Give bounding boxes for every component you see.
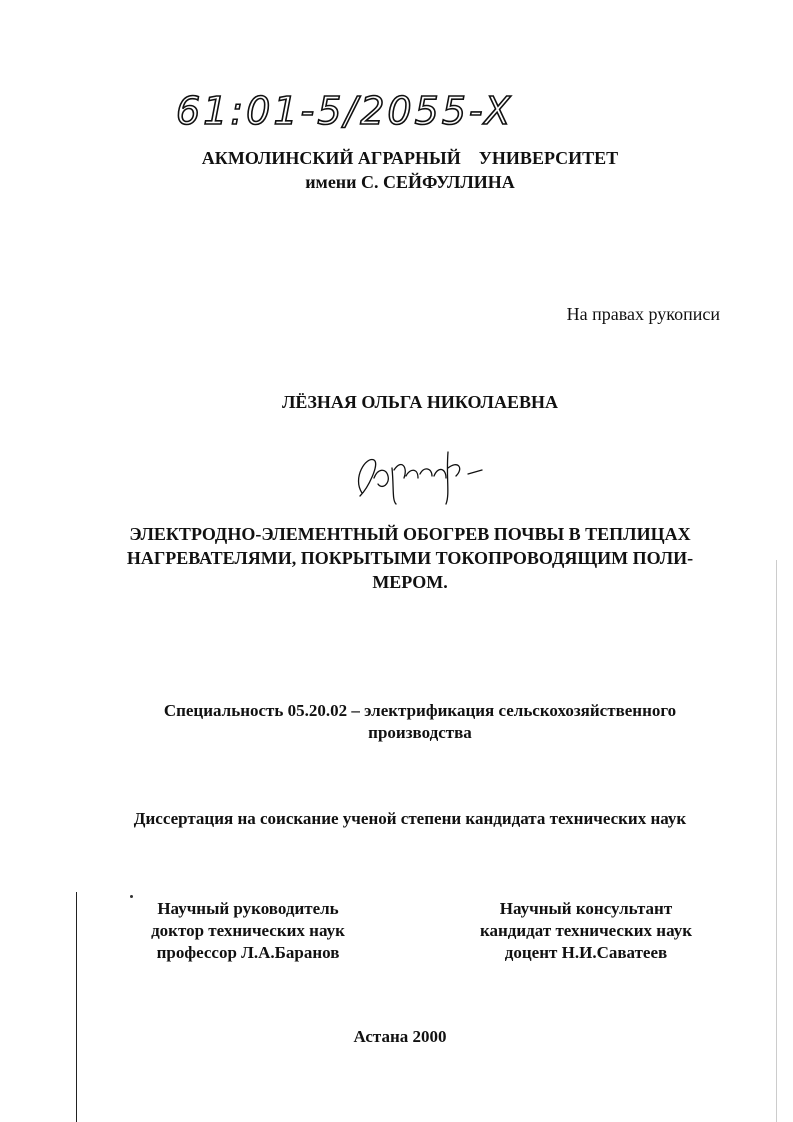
title-line-3: МЕРОМ. xyxy=(372,572,448,592)
supervisor-degree: доктор технических наук xyxy=(151,921,345,940)
consultant-block xyxy=(456,898,716,964)
specialty-line-1: Специальность 05.20.02 – электрификация сельскохозяйственного xyxy=(163,701,677,720)
scan-edge-line xyxy=(76,892,77,1122)
author-name: ЛЁЗНАЯ ОЛЬГА НИКОЛАЕВНА xyxy=(282,392,558,412)
scan-dot xyxy=(130,895,133,898)
university-subtitle: имени С. СЕЙФУЛЛИНА xyxy=(305,172,515,192)
consultant-name: доцент Н.И.Саватеев xyxy=(504,943,668,962)
scan-edge-right xyxy=(776,560,777,1122)
signature-icon xyxy=(348,438,508,508)
handwritten-archive-code xyxy=(170,82,550,142)
consultant-role: Научный консультант xyxy=(499,899,673,918)
handwriting-graphic xyxy=(170,82,550,142)
supervisor-name: профессор Л.А.Баранов xyxy=(156,943,340,962)
dissertation-note: Диссертация на соискание ученой степени кандидата технических наук xyxy=(133,809,687,828)
archive-code-text: 61:01-5/2055-X xyxy=(176,89,514,133)
supervisor-role: Научный руководитель xyxy=(157,899,339,918)
title-line-2: НАГРЕВАТЕЛЯМИ, ПОКРЫТЫМИ ТОКОПРОВОДЯЩИМ ПОЛИ- xyxy=(126,548,694,568)
university-name: АКМОЛИНСКИЙ АГРАРНЫЙ УНИВЕРСИТЕТ xyxy=(201,148,619,168)
consultant-degree: кандидат технических наук xyxy=(479,921,693,940)
title-line-1: ЭЛЕКТРОДНО-ЭЛЕМЕНТНЫЙ ОБОГРЕВ ПОЧВЫ В ТЕПЛИЦАХ xyxy=(129,524,691,544)
place-year: Астана 2000 xyxy=(353,1027,447,1046)
rights-note: На правах рукописи xyxy=(566,304,720,324)
specialty-line-2: производства xyxy=(368,723,472,742)
supervisor-block xyxy=(118,898,378,964)
